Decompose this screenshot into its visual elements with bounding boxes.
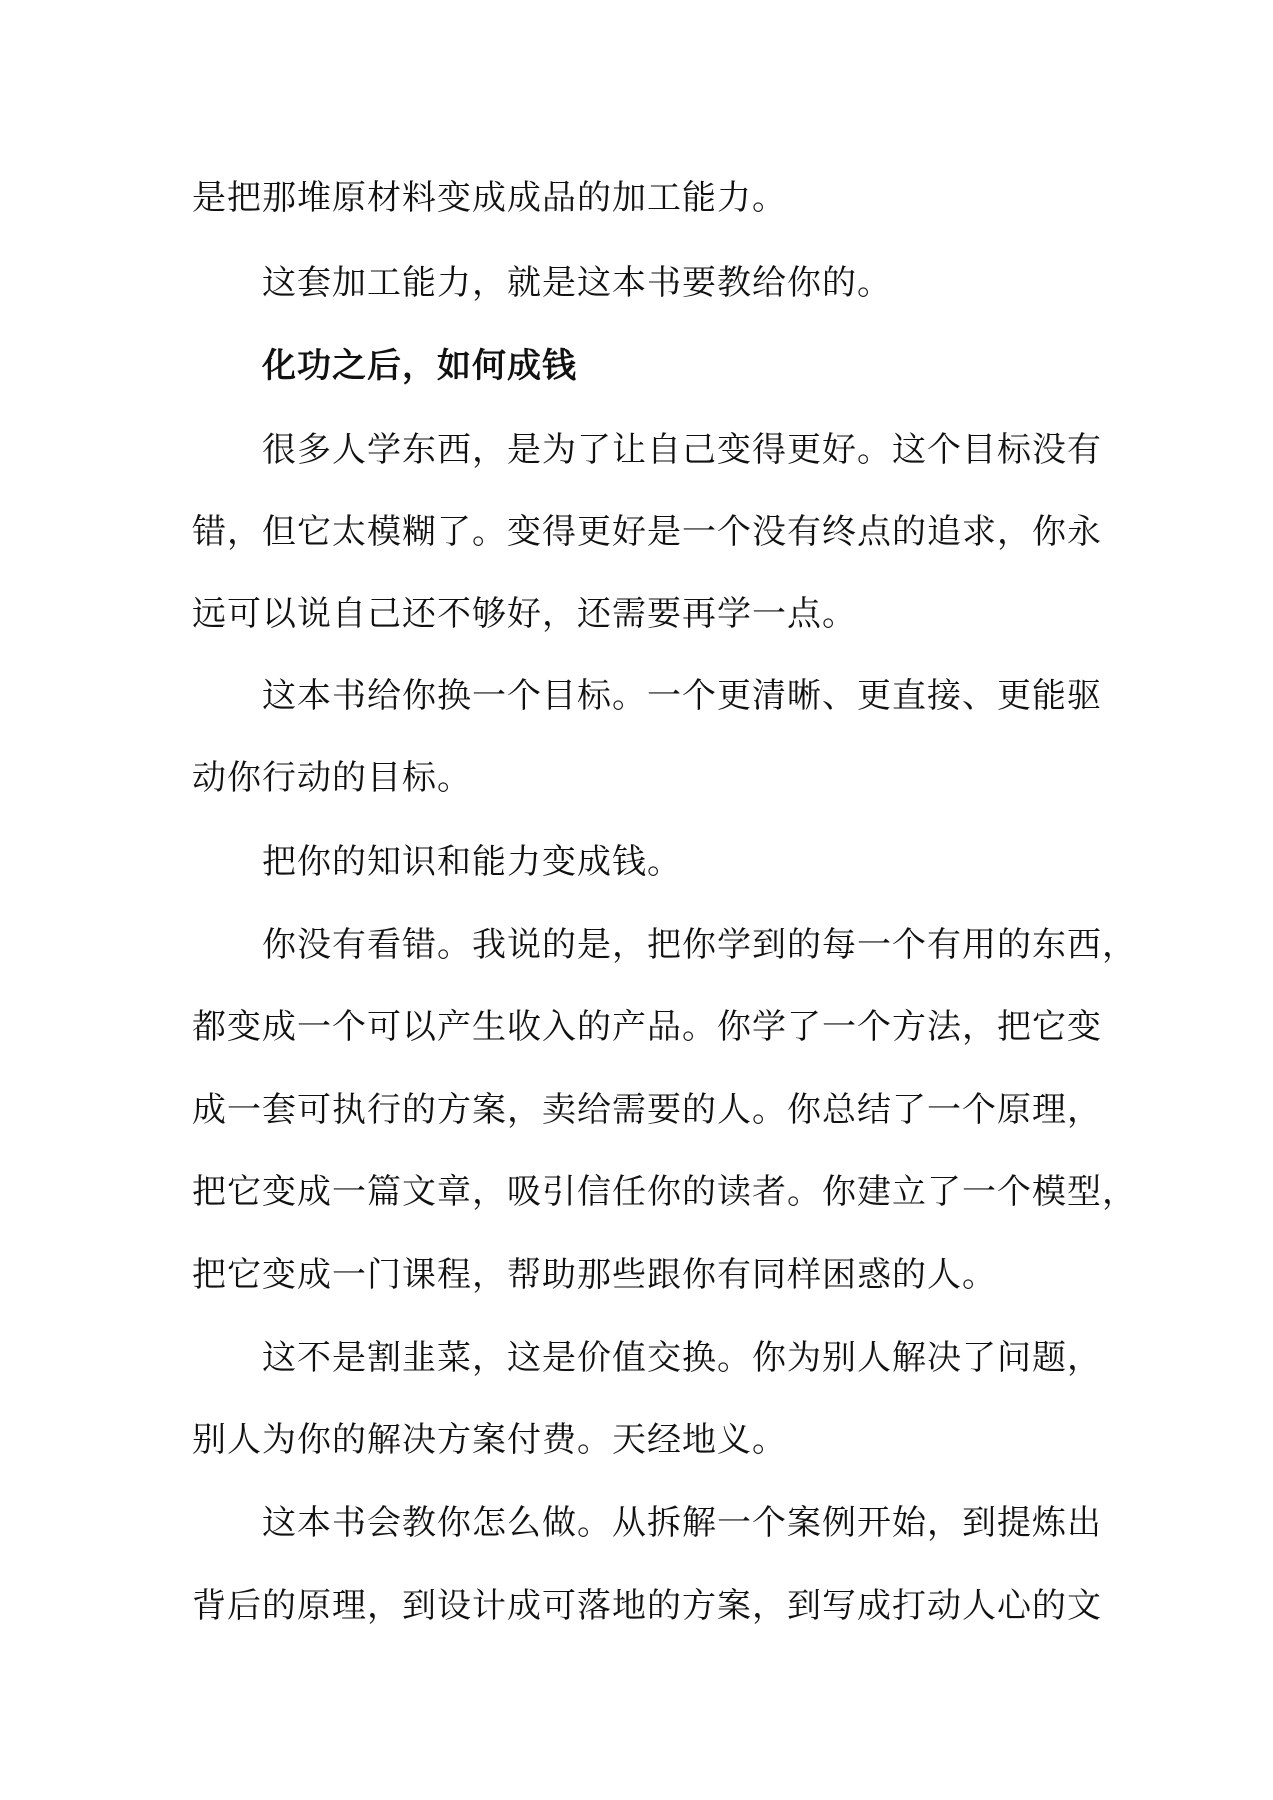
text-line: 错，但它太模糊了。变得更好是一个没有终点的追求，你永 bbox=[192, 512, 1102, 552]
text-line: 都变成一个可以产生收入的产品。你学了一个方法，把它变 bbox=[192, 1007, 1102, 1047]
text-line: 动你行动的目标。 bbox=[192, 758, 472, 798]
text-line: 这本书会教你怎么做。从拆解一个案例开始，到提炼出 bbox=[262, 1503, 1102, 1543]
text-line: 很多人学东西，是为了让自己变得更好。这个目标没有 bbox=[262, 430, 1102, 470]
text-line: 是把那堆原材料变成成品的加工能力。 bbox=[192, 178, 787, 218]
text-line: 这本书给你换一个目标。一个更清晰、更直接、更能驱 bbox=[262, 676, 1102, 716]
text-line: 背后的原理，到设计成可落地的方案，到写成打动人心的文 bbox=[192, 1586, 1102, 1626]
text-line: 把你的知识和能力变成钱。 bbox=[262, 842, 682, 882]
text-line: 成一套可执行的方案，卖给需要的人。你总结了一个原理， bbox=[192, 1090, 1102, 1130]
text-line: 你没有看错。我说的是，把你学到的每一个有用的东西， bbox=[262, 925, 1137, 965]
text-line: 远可以说自己还不够好，还需要再学一点。 bbox=[192, 594, 857, 634]
text-line: 别人为你的解决方案付费。天经地义。 bbox=[192, 1420, 787, 1460]
section-heading: 化功之后，如何成钱 bbox=[262, 346, 577, 386]
text-line: 把它变成一篇文章，吸引信任你的读者。你建立了一个模型， bbox=[192, 1172, 1137, 1212]
text-line: 这套加工能力，就是这本书要教给你的。 bbox=[262, 263, 892, 303]
text-line: 这不是割韭菜，这是价值交换。你为别人解决了问题， bbox=[262, 1338, 1102, 1378]
text-line: 把它变成一门课程，帮助那些跟你有同样困惑的人。 bbox=[192, 1255, 997, 1295]
